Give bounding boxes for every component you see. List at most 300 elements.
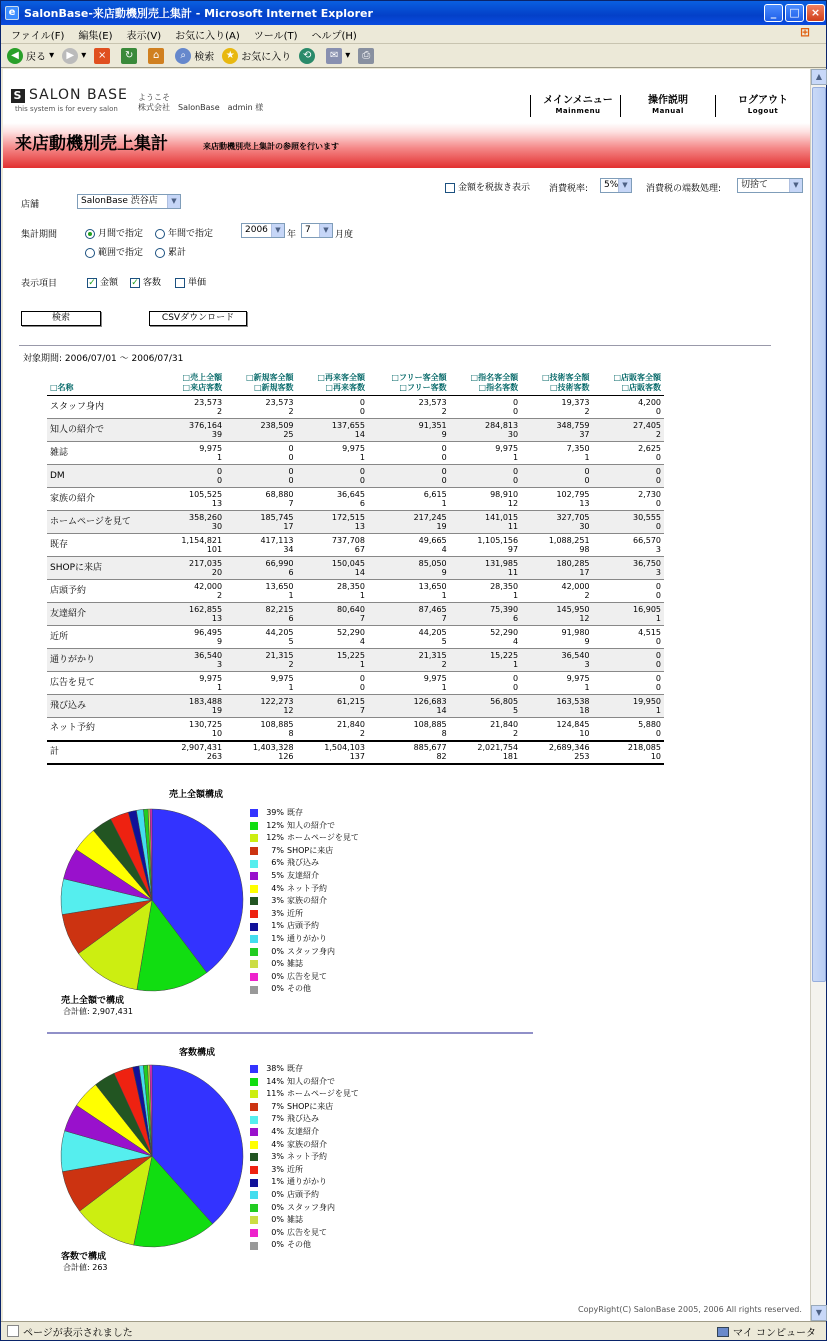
nav-mainmenu[interactable]: [530, 95, 625, 117]
legend-swatch: [250, 1116, 258, 1124]
cell-amount: 87,465: [418, 605, 447, 614]
table-cell: [163, 741, 225, 764]
radio-year[interactable]: [155, 229, 165, 239]
table-cell: [368, 534, 450, 557]
back-button[interactable]: ◀ 戻る ▾: [7, 48, 54, 64]
cell-amount: 23,573: [194, 398, 223, 407]
cell-amount: 376,164: [189, 421, 223, 430]
table-cell: [521, 534, 592, 557]
table-cell: [521, 465, 592, 488]
legend-percent: 4%: [271, 883, 284, 893]
tax-excluded-checkbox[interactable]: [445, 183, 455, 193]
legend-swatch: [250, 1204, 258, 1212]
table-cell: [297, 603, 368, 626]
sales-pie-subtotal: 合計値: 2,907,431: [63, 1007, 133, 1016]
cell-amount: 42,000: [194, 582, 223, 591]
cell-count: 14: [354, 568, 365, 577]
table-cell: [225, 718, 296, 741]
stop-icon: ×: [94, 48, 110, 64]
nav-logout[interactable]: [715, 95, 810, 117]
cell-count: 253: [574, 752, 590, 761]
table-cell: [297, 626, 368, 649]
radio-month[interactable]: [85, 229, 95, 239]
cell-amount: 885,677: [413, 743, 447, 752]
forward-arrow-icon: ▶: [62, 48, 78, 64]
legend-percent: 3%: [271, 908, 284, 918]
month-suffix: 月度: [335, 230, 354, 240]
table-cell: [593, 626, 664, 649]
cell-amount: 180,285: [556, 559, 590, 568]
customers-option[interactable]: [130, 275, 161, 288]
year-suffix: 年: [287, 230, 297, 240]
cell-count: 101: [206, 545, 223, 554]
legend-label: 店頭予約: [287, 921, 319, 931]
unit-price-label: 単価: [188, 278, 207, 288]
history-button[interactable]: [299, 48, 318, 64]
table-row: [47, 557, 664, 580]
tax-rate-label: 消費税率:: [549, 184, 589, 194]
table-row: [47, 534, 664, 557]
column-header-label: □新規客数: [253, 383, 294, 392]
table-cell: [450, 649, 521, 672]
table-cell: [450, 741, 521, 764]
customers-pie-caption: 客数で構成: [61, 1252, 107, 1262]
home-icon: ⌂: [148, 48, 164, 64]
close-button[interactable]: ×: [806, 4, 825, 22]
legend-label: スタッフ身内: [287, 946, 335, 956]
table-cell: [297, 649, 368, 672]
cell-amount: 162,855: [189, 605, 223, 614]
welcome-line-1: ようこそ: [138, 93, 170, 102]
cell-amount: 13,650: [418, 582, 447, 591]
minimize-button[interactable]: _: [764, 4, 783, 22]
scroll-down-icon[interactable]: ▼: [811, 1305, 827, 1321]
cell-count: 1: [584, 683, 590, 692]
cell-count: 0: [288, 453, 294, 462]
divider: [47, 1032, 533, 1034]
cell-count: 9: [217, 637, 223, 646]
table-cell: [593, 534, 664, 557]
display-items-label: 表示項目: [21, 279, 58, 289]
table-cell: [593, 511, 664, 534]
cell-count: 19: [211, 706, 223, 715]
cell-amount: 0: [655, 674, 661, 683]
maximize-button[interactable]: □: [785, 4, 804, 22]
cell-count: 6: [359, 499, 365, 508]
cell-amount: 4,515: [638, 628, 661, 637]
cell-amount: 2,689,346: [548, 743, 590, 752]
table-cell: [163, 695, 225, 718]
forward-button[interactable]: ▶ ▾: [62, 48, 86, 64]
cell-count: 181: [502, 752, 519, 761]
tax-excluded-label: 金額を税抜き表示: [458, 183, 531, 193]
legend-label: 広告を見て: [287, 971, 327, 981]
cell-amount: 16,905: [633, 605, 661, 614]
cell-count: 8: [441, 728, 447, 738]
customers-checkbox[interactable]: ✓: [131, 277, 139, 288]
column-header-label: □再来客全額: [317, 373, 365, 382]
cell-amount: 2,730: [638, 490, 661, 499]
menu-bar: [1, 25, 826, 44]
cell-count: 5: [441, 637, 447, 646]
cell-count: 2: [217, 591, 223, 600]
legend-label: その他: [287, 1240, 311, 1250]
cell-count: 2: [655, 430, 661, 439]
table-cell: [368, 396, 450, 419]
legend-swatch: [250, 1141, 258, 1149]
table-cell: [450, 603, 521, 626]
legend-item: [250, 1189, 359, 1202]
cell-count: 1: [288, 683, 294, 692]
legend-percent: 14%: [266, 1076, 284, 1086]
legend-swatch: [250, 1179, 258, 1187]
legend-percent: 0%: [271, 1215, 284, 1225]
cell-count: 2: [217, 407, 223, 416]
table-cell: [593, 442, 664, 465]
cell-amount: 5,880: [638, 719, 661, 729]
month-select[interactable]: [301, 223, 333, 238]
legend-percent: 0%: [271, 1202, 284, 1212]
cell-amount: 27,405: [633, 421, 661, 430]
cell-amount: 42,000: [561, 582, 590, 591]
cell-amount: 66,570: [633, 536, 661, 545]
column-header-label: □店販客全額: [613, 373, 661, 382]
column-header-name[interactable]: [47, 371, 163, 396]
cell-count: 0: [655, 683, 661, 692]
table-cell: [450, 442, 521, 465]
row-name: SHOPに来店: [47, 557, 163, 580]
table-cell: [521, 511, 592, 534]
tax-rate-value: 5%: [604, 180, 619, 190]
cell-count: 4: [441, 545, 447, 554]
legend-percent: 1%: [271, 1177, 284, 1187]
search-label: 検索: [194, 52, 215, 63]
table-cell: [450, 511, 521, 534]
table-cell: [450, 626, 521, 649]
nav-manual-sublabel: Manual: [652, 107, 684, 115]
cell-count: 1: [441, 683, 447, 692]
radio-month-option[interactable]: [85, 226, 143, 239]
table-cell: [297, 511, 368, 534]
radio-year-option[interactable]: [155, 226, 213, 239]
search-button-toolbar[interactable]: [175, 48, 214, 64]
cell-amount: 0: [655, 582, 661, 591]
column-header[interactable]: [225, 371, 296, 396]
cell-amount: 9,975: [495, 444, 519, 453]
menu-help[interactable]: ヘルプ(H): [311, 30, 357, 42]
legend-item: [250, 1227, 359, 1240]
cell-amount: 28,350: [490, 582, 519, 591]
column-header[interactable]: [593, 371, 664, 396]
unit-price-checkbox[interactable]: [175, 278, 185, 288]
table-cell: [593, 396, 664, 419]
menu-view[interactable]: 表示(V): [126, 30, 162, 42]
cell-count: 1: [513, 591, 519, 600]
cell-amount: 66,990: [265, 559, 294, 568]
tax-excluded-option[interactable]: [445, 180, 530, 193]
table-cell: [225, 442, 296, 465]
legend-label: 近所: [287, 908, 303, 918]
cell-count: 1: [217, 453, 223, 462]
row-name: 通りがかり: [47, 649, 163, 672]
legend-swatch: [250, 1166, 258, 1174]
cell-count: 11: [507, 522, 519, 531]
table-cell: [450, 419, 521, 442]
cell-amount: 122,273: [260, 697, 294, 706]
table-cell: [521, 488, 592, 511]
table-cell: [521, 649, 592, 672]
cell-count: 9: [441, 430, 447, 439]
legend-percent: 11%: [266, 1089, 284, 1099]
legend-swatch: [250, 1078, 258, 1086]
customers-label: 客数: [143, 278, 162, 288]
cell-amount: 2,907,431: [181, 743, 223, 752]
legend-percent: 38%: [266, 1064, 284, 1073]
chevron-down-icon: ▼: [789, 179, 802, 192]
legend-percent: 0%: [271, 946, 284, 956]
print-icon: ⎙: [358, 48, 374, 64]
tax-rate-select[interactable]: [600, 178, 632, 193]
radio-range-option[interactable]: [85, 245, 143, 258]
scroll-up-icon[interactable]: ▲: [811, 69, 827, 85]
legend-item: [250, 1076, 359, 1089]
table-cell: [450, 534, 521, 557]
cell-amount: 126,683: [413, 697, 447, 706]
cell-amount: 284,813: [485, 421, 519, 430]
cell-count: 3: [217, 660, 223, 669]
legend-percent: 0%: [271, 984, 284, 994]
scroll-thumb[interactable]: [812, 87, 826, 982]
legend-swatch: [250, 948, 258, 956]
legend-swatch: [250, 847, 258, 855]
unit-price-option[interactable]: [175, 275, 206, 288]
table-cell: [297, 396, 368, 419]
cell-amount: 0: [288, 444, 294, 453]
row-name: スタッフ身内: [47, 396, 163, 419]
cell-amount: 36,750: [633, 559, 661, 568]
cell-amount: 13,650: [265, 582, 294, 591]
cell-count: 30: [211, 522, 223, 531]
column-header[interactable]: [521, 371, 592, 396]
cell-amount: 9,975: [566, 674, 590, 683]
table-cell: [521, 603, 592, 626]
nav-mainmenu-sublabel: Mainmenu: [555, 107, 601, 115]
table-cell: [450, 488, 521, 511]
cell-amount: 183,488: [189, 697, 223, 706]
stop-button[interactable]: [94, 48, 113, 64]
legend-swatch: [250, 1103, 258, 1111]
legend-label: 近所: [287, 1164, 303, 1174]
refresh-icon: ↻: [121, 48, 137, 64]
cell-count: 7: [288, 499, 294, 508]
csv-download-button[interactable]: CSVダウンロード: [149, 311, 247, 326]
cell-amount: 0: [513, 467, 519, 476]
table-total-row: [47, 741, 664, 764]
radio-range[interactable]: [85, 248, 95, 258]
chevron-down-icon: ▼: [167, 195, 180, 208]
legend-item: [250, 1239, 359, 1252]
legend-item: [250, 1202, 359, 1215]
print-button[interactable]: [358, 48, 377, 64]
legend-swatch: [250, 923, 258, 931]
column-header-label: □フリー客全額: [391, 373, 447, 382]
table-cell: [297, 580, 368, 603]
table-cell: [225, 695, 296, 718]
cell-amount: 124,845: [556, 719, 590, 729]
menu-favorites[interactable]: お気に入り(A): [175, 30, 240, 42]
cell-amount: 19,950: [633, 697, 661, 706]
row-name: 友達紹介: [47, 603, 163, 626]
table-cell: [368, 488, 450, 511]
table-cell: [163, 534, 225, 557]
radio-cumulative[interactable]: [155, 248, 165, 258]
legend-percent: 4%: [271, 1126, 284, 1136]
amount-checkbox[interactable]: ✓: [88, 277, 96, 288]
column-header-label: □名称: [50, 383, 74, 392]
page-content: [3, 69, 810, 1321]
title-bar: [1, 1, 826, 25]
cell-count: 10: [211, 728, 223, 738]
legend-percent: 0%: [271, 1189, 284, 1199]
cell-amount: 23,573: [418, 398, 447, 407]
search-button[interactable]: 検索: [21, 311, 101, 326]
legend-label: 通りがかり: [287, 933, 327, 943]
cell-count: 13: [579, 499, 590, 508]
cell-amount: 1,088,251: [548, 536, 590, 545]
sales-pie-caption: 売上全額で構成: [61, 996, 125, 1006]
legend-percent: 3%: [271, 896, 284, 906]
cell-count: 2: [288, 660, 294, 669]
vertical-scrollbar[interactable]: [810, 69, 826, 1321]
table-cell: [368, 741, 450, 764]
legend-percent: 6%: [271, 858, 284, 868]
store-value: SalonBase 渋谷店: [81, 196, 158, 206]
column-header[interactable]: [163, 371, 225, 396]
legend-item: [250, 820, 359, 833]
brand-name: SALON BASE: [29, 87, 128, 103]
menu-file[interactable]: ファイル(F): [11, 30, 65, 42]
computer-icon: [717, 1327, 729, 1337]
brand-logo: [11, 87, 128, 103]
cell-count: 2: [288, 407, 294, 416]
column-header[interactable]: [297, 371, 368, 396]
favorites-button[interactable]: [222, 48, 291, 64]
table-cell: [368, 649, 450, 672]
legend-swatch: [250, 1065, 258, 1073]
legend-item: [250, 1139, 359, 1152]
rounding-select[interactable]: [737, 178, 803, 193]
cell-amount: 1,154,821: [181, 536, 223, 545]
cell-count: 9: [441, 568, 447, 577]
legend-item: [250, 832, 359, 845]
legend-label: 飛び込み: [287, 858, 319, 868]
legend-item: [250, 920, 359, 933]
cell-amount: 0: [359, 398, 365, 407]
cell-count: 0: [655, 637, 661, 646]
legend-swatch: [250, 860, 258, 868]
table-cell: [297, 718, 368, 741]
table-cell: [297, 442, 368, 465]
cell-count: 0: [655, 660, 661, 669]
legend-item: [250, 895, 359, 908]
copyright: CopyRight(C) SalonBase 2005, 2006 All rights reserved.: [578, 1305, 802, 1314]
table-row: [47, 396, 664, 419]
row-name: 雑誌: [47, 442, 163, 465]
column-header-label: □技術客全額: [541, 373, 590, 382]
cell-amount: 28,350: [336, 582, 365, 591]
cell-count: 7: [441, 614, 447, 623]
legend-percent: 1%: [271, 933, 284, 943]
table-row: [47, 603, 664, 626]
menu-tools[interactable]: ツール(T): [253, 30, 298, 42]
cell-count: 0: [655, 453, 661, 462]
cell-amount: 21,315: [265, 651, 294, 660]
table-cell: [297, 419, 368, 442]
cell-amount: 358,260: [189, 513, 223, 522]
cell-amount: 0: [359, 467, 365, 476]
year-select[interactable]: [241, 223, 285, 238]
cell-amount: 0: [217, 467, 223, 476]
cell-count: 0: [655, 499, 661, 508]
cell-amount: 80,640: [336, 605, 365, 614]
legend-item: [250, 807, 359, 820]
year-value: 2006: [245, 225, 268, 235]
cell-count: 6: [513, 614, 519, 623]
table-cell: [163, 557, 225, 580]
page-icon: [7, 1325, 19, 1337]
cell-amount: 2,021,754: [477, 743, 519, 752]
nav-manual[interactable]: [620, 95, 715, 117]
cell-count: 4: [359, 637, 365, 646]
radio-cumulative-option[interactable]: [155, 245, 186, 258]
page-title: 来店動機別売上集計: [15, 134, 168, 154]
cell-count: 137: [349, 752, 365, 761]
home-button[interactable]: [148, 48, 167, 64]
cell-amount: 30,555: [633, 513, 661, 522]
menu-edit[interactable]: 編集(E): [78, 30, 113, 42]
legend-swatch: [250, 1153, 258, 1161]
cell-amount: 0: [655, 467, 661, 476]
table-cell: [521, 557, 592, 580]
cell-amount: 1,504,103: [324, 743, 365, 752]
cell-amount: 23,573: [265, 398, 294, 407]
customers-pie-subtotal: 合計値: 263: [63, 1263, 108, 1272]
legend-percent: 5%: [271, 870, 284, 880]
cell-amount: 150,045: [331, 559, 365, 568]
legend-label: 既存: [287, 808, 303, 817]
cell-amount: 0: [441, 467, 447, 476]
cell-amount: 348,759: [556, 421, 590, 430]
legend-swatch: [250, 1229, 258, 1237]
refresh-button[interactable]: [121, 48, 140, 64]
cell-amount: 0: [513, 674, 519, 683]
mail-button[interactable]: ✉ ▾: [326, 48, 350, 64]
table-row: [47, 488, 664, 511]
column-header[interactable]: [368, 371, 450, 396]
cell-count: 8: [288, 728, 294, 738]
table-cell: [225, 488, 296, 511]
table-cell: [163, 442, 225, 465]
store-select[interactable]: [77, 194, 181, 209]
cell-count: 2: [584, 407, 590, 416]
amount-option[interactable]: [87, 275, 118, 288]
legend-percent: 7%: [271, 1101, 284, 1111]
legend-item: [250, 857, 359, 870]
cell-count: 82: [436, 752, 447, 761]
legend-percent: 39%: [266, 808, 284, 817]
cell-amount: 217,035: [189, 559, 223, 568]
column-header[interactable]: [450, 371, 521, 396]
